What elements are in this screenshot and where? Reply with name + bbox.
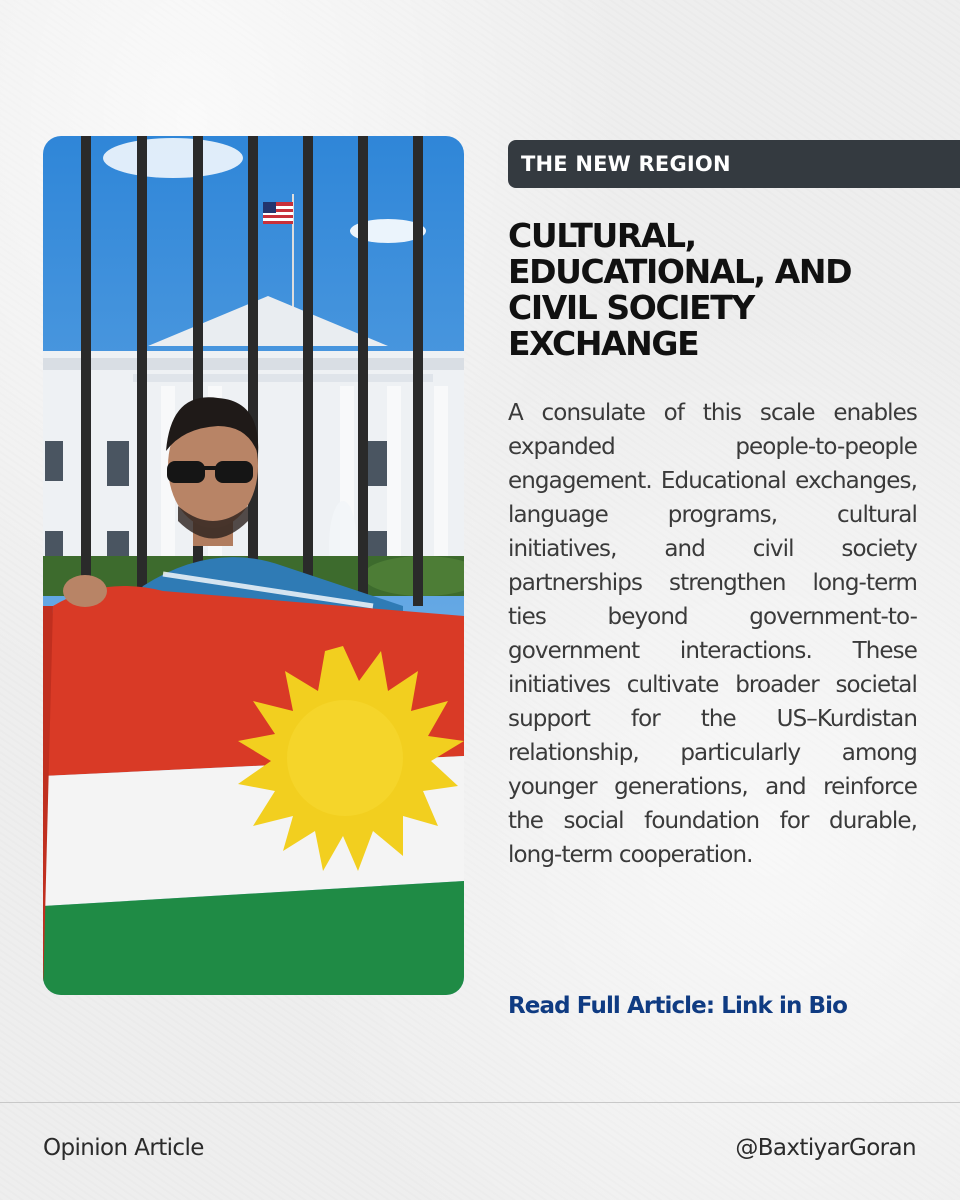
article-photo (43, 136, 464, 995)
headline: CULTURAL, EDUCATIONAL, AND CIVIL SOCIETY EXCHANGE (508, 216, 852, 363)
footer-handle[interactable]: @BaxtiyarGoran (735, 1135, 916, 1161)
read-full-article-link[interactable]: Read Full Article: Link in Bio (508, 993, 848, 1019)
article-body: A consulate of this scale enables expanded people-to-people engagement. Educational exchanges, language programs, cultural initiatives, and civil society partnerships strengthen long-term ties beyond government-to-government interactions. These initiatives cultivate broader societal support for the US–Kurdistan relationship, particularly among younger generations, and reinforce the social foundation for durable, long-term cooperation. (508, 400, 917, 868)
footer-divider (0, 1102, 960, 1103)
footer-category: Opinion Article (43, 1135, 204, 1161)
section-tag: THE NEW REGION (508, 140, 960, 188)
